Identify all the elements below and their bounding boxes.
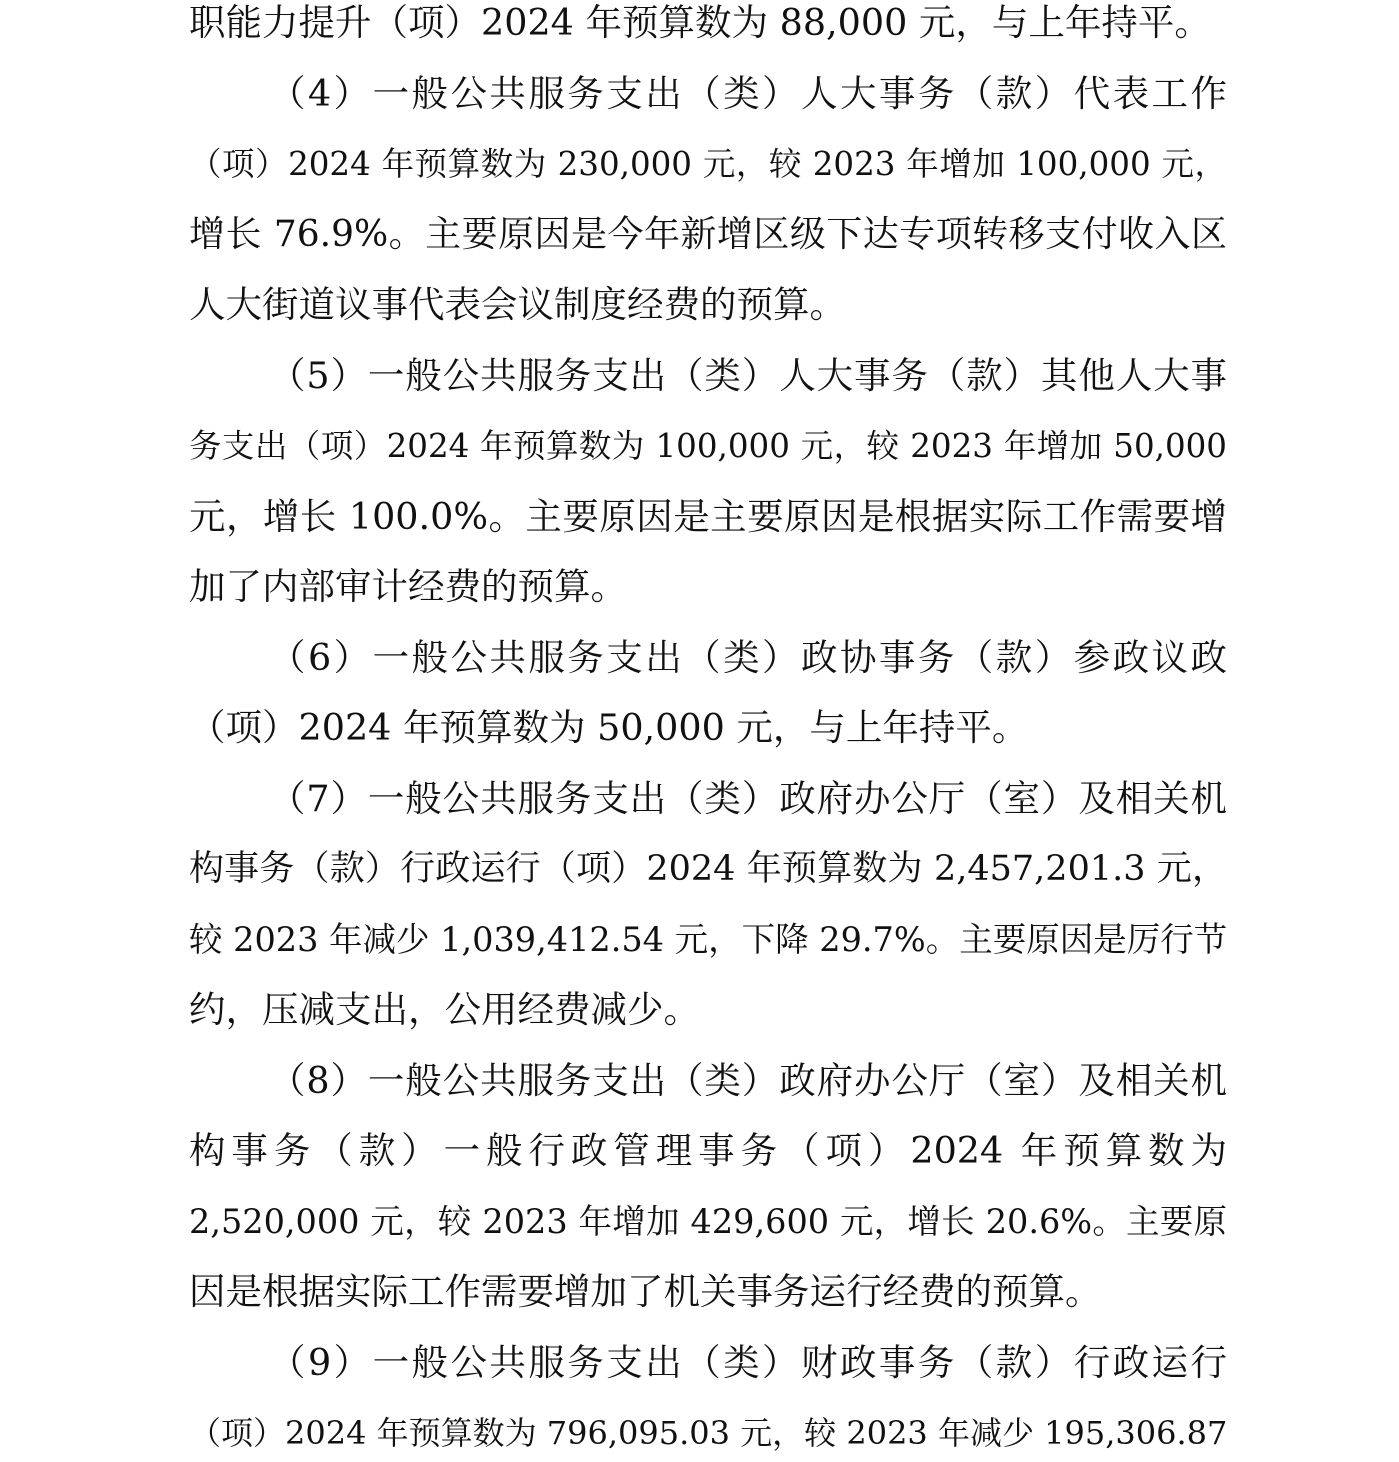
paragraph-line: （8）一般公共服务支出（类）政府办公厅（室）及相关机: [269, 1059, 1227, 1102]
paragraph-line: （9）一般公共服务支出（类）财政事务（款）行政运行: [269, 1341, 1227, 1384]
paragraph-line: 约，压减支出，公用经费减少。: [189, 988, 700, 1031]
paragraph-line: 增长 76.9%。主要原因是今年新增区级下达专项转移支付收入区: [189, 214, 1227, 255]
paragraph-line: 构事务（款）行政运行（项）2024 年预算数为 2,457,201.3 元，: [189, 849, 1227, 889]
paragraph-line: （项）2024 年预算数为 50,000 元，与上年持平。: [189, 706, 1029, 749]
paragraph-line: 加了内部审计经费的预算。: [189, 565, 627, 608]
paragraph-line: 人大街道议事代表会议制度经费的预算。: [189, 283, 846, 326]
paragraph-line: 职能力提升（项）2024 年预算数为 88,000 元，与上年持平。: [189, 1, 1211, 44]
paragraph-line: （项）2024 年预算数为 230,000 元，较 2023 年增加 100,000 元，: [189, 145, 1227, 183]
paragraph-line: （6）一般公共服务支出（类）政协事务（款）参政议政: [269, 636, 1227, 679]
paragraph-line: （项）2024 年预算数为 796,095.03 元，较 2023 年减少 195,306.87: [189, 1414, 1228, 1452]
paragraph-line: （7）一般公共服务支出（类）政府办公厅（室）及相关机: [269, 777, 1227, 820]
paragraph-line: 2,520,000 元，较 2023 年增加 429,600 元，增长 20.6%。主要原: [189, 1202, 1227, 1241]
paragraph-line: （5）一般公共服务支出（类）人大事务（款）其他人大事: [269, 354, 1227, 397]
paragraph-line: 元，增长 100.0%。主要原因是主要原因是根据实际工作需要增: [189, 495, 1227, 538]
paragraph-line: 较 2023 年减少 1,039,412.54 元，下降 29.7%。主要原因是厉行节: [189, 920, 1228, 959]
paragraph-line: 构事务（款）一般行政管理事务（项）2024 年预算数为: [189, 1129, 1227, 1172]
paragraph-line: （4）一般公共服务支出（类）人大事务（款）代表工作: [269, 72, 1227, 115]
paragraph-line: 因是根据实际工作需要增加了机关事务运行经费的预算。: [189, 1270, 1102, 1313]
paragraph-line: 务支出（项）2024 年预算数为 100,000 元，较 2023 年增加 50,000: [189, 427, 1227, 465]
